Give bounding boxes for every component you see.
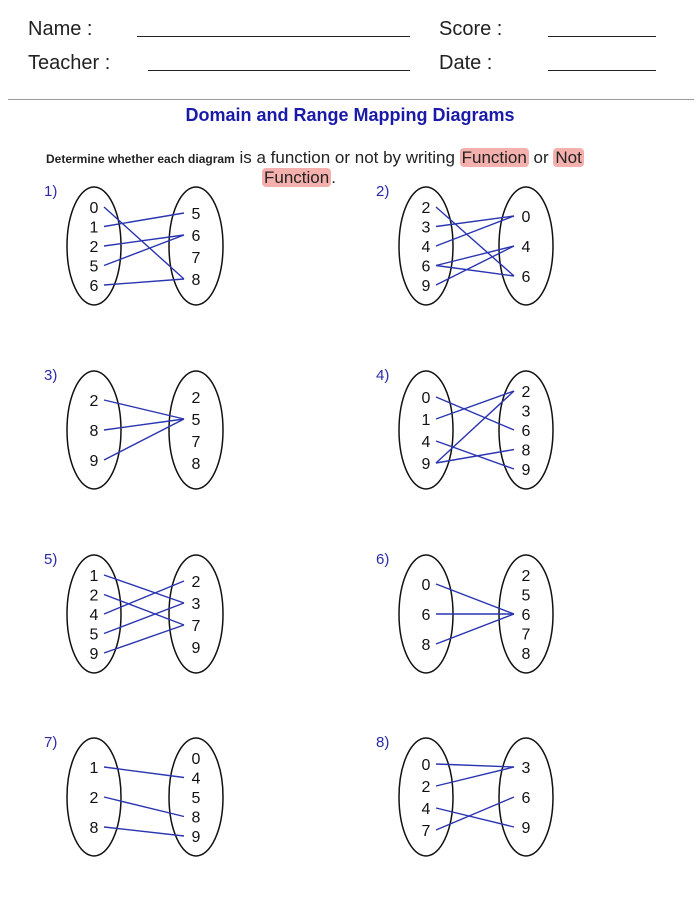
domain-value: 0 xyxy=(421,757,431,774)
range-value: 3 xyxy=(191,596,201,613)
range-value: 8 xyxy=(521,442,531,460)
domain-value: 9 xyxy=(421,456,431,473)
range-value: 2 xyxy=(521,568,531,585)
option-function: Function xyxy=(461,148,527,167)
domain-value: 2 xyxy=(421,779,431,796)
mapping-arrow xyxy=(104,797,184,817)
domain-value: 2 xyxy=(89,239,99,256)
range-value: 0 xyxy=(521,209,531,226)
range-value: 9 xyxy=(191,640,201,657)
range-value: 4 xyxy=(191,770,201,788)
date-label: Date : xyxy=(439,52,493,74)
mapping-arrow xyxy=(104,235,184,266)
range-value: 2 xyxy=(521,384,531,401)
instructions-or: or xyxy=(528,148,554,167)
domain-value: 3 xyxy=(421,219,431,237)
range-value: 9 xyxy=(521,820,531,837)
option-not: Not xyxy=(555,148,582,167)
domain-value: 9 xyxy=(89,453,99,470)
mapping-diagram-8 xyxy=(376,734,553,856)
range-value: 6 xyxy=(521,607,531,624)
domain-value: 0 xyxy=(421,390,431,407)
domain-value: 6 xyxy=(421,258,431,276)
question-number: 7) xyxy=(44,734,58,751)
question-number: 4) xyxy=(376,367,390,384)
domain-value: 5 xyxy=(89,626,99,644)
range-value: 4 xyxy=(521,239,531,256)
mapping-diagram-4 xyxy=(376,367,553,489)
mapping-diagram-5 xyxy=(44,551,223,673)
domain-value: 1 xyxy=(89,219,99,237)
domain-value: 1 xyxy=(421,412,431,429)
range-value: 8 xyxy=(191,272,201,289)
domain-value: 2 xyxy=(89,790,99,807)
mapping-diagram-2 xyxy=(376,183,553,305)
mapping-diagram-6 xyxy=(376,551,553,673)
range-value: 7 xyxy=(191,434,201,451)
mapping-arrow xyxy=(436,246,514,266)
question-number: 1) xyxy=(44,183,58,200)
teacher-label: Teacher : xyxy=(28,52,111,74)
question-number: 2) xyxy=(376,183,390,200)
instructions-middle: is a function or not by writing xyxy=(234,148,460,167)
option-not-function: Function xyxy=(264,168,330,187)
range-value: 8 xyxy=(521,646,531,663)
mapping-diagram-3 xyxy=(44,367,223,489)
question-number: 5) xyxy=(44,551,58,568)
domain-value: 9 xyxy=(421,278,431,295)
domain-value: 6 xyxy=(89,278,99,295)
score-label: Score : xyxy=(439,18,503,40)
domain-value: 0 xyxy=(89,200,99,217)
range-value: 9 xyxy=(191,829,201,846)
domain-value: 8 xyxy=(89,820,99,837)
domain-value: 1 xyxy=(89,760,99,777)
instructions-lead: Determine whether each diagram xyxy=(46,152,235,166)
question-number: 8) xyxy=(376,734,390,751)
range-value: 5 xyxy=(521,587,531,605)
range-value: 6 xyxy=(521,269,531,286)
range-value: 5 xyxy=(191,790,201,807)
domain-value: 5 xyxy=(89,258,99,276)
domain-value: 4 xyxy=(421,239,431,256)
mapping-arrow xyxy=(436,266,514,277)
question-number: 3) xyxy=(44,367,58,384)
range-value: 0 xyxy=(191,751,201,768)
range-value: 2 xyxy=(191,390,201,407)
mapping-arrow xyxy=(104,235,184,246)
range-value: 3 xyxy=(521,403,531,421)
range-value: 8 xyxy=(191,456,201,473)
domain-value: 2 xyxy=(89,587,99,605)
range-value: 7 xyxy=(521,626,531,644)
name-label: Name : xyxy=(28,18,93,40)
mapping-diagram-7 xyxy=(44,734,223,856)
domain-value: 4 xyxy=(89,607,99,624)
range-value: 6 xyxy=(191,228,201,245)
domain-value: 4 xyxy=(421,434,431,451)
range-value: 2 xyxy=(191,574,201,591)
domain-value: 8 xyxy=(421,637,431,654)
mapping-arrow xyxy=(436,764,514,767)
range-value: 9 xyxy=(521,462,531,479)
mapping-diagram-1 xyxy=(44,183,223,305)
range-value: 6 xyxy=(521,790,531,807)
range-value: 3 xyxy=(521,760,531,777)
domain-value: 0 xyxy=(421,577,431,594)
range-value: 7 xyxy=(191,250,201,267)
domain-value: 7 xyxy=(421,823,431,840)
range-value: 5 xyxy=(191,206,201,223)
range-value: 5 xyxy=(191,412,201,429)
mapping-arrow xyxy=(436,808,514,827)
domain-value: 2 xyxy=(421,200,431,217)
domain-value: 2 xyxy=(89,393,99,410)
domain-value: 4 xyxy=(421,801,431,818)
question-number: 6) xyxy=(376,551,390,568)
domain-value: 6 xyxy=(421,607,431,624)
mapping-arrow xyxy=(436,767,514,786)
range-value: 7 xyxy=(191,618,201,635)
page-title: Domain and Range Mapping Diagrams xyxy=(185,105,515,125)
domain-value: 9 xyxy=(89,646,99,663)
domain-value: 8 xyxy=(89,423,99,440)
instructions-end: . xyxy=(331,168,336,187)
range-value: 6 xyxy=(521,423,531,440)
domain-value: 1 xyxy=(89,568,99,585)
range-value: 8 xyxy=(191,809,201,827)
